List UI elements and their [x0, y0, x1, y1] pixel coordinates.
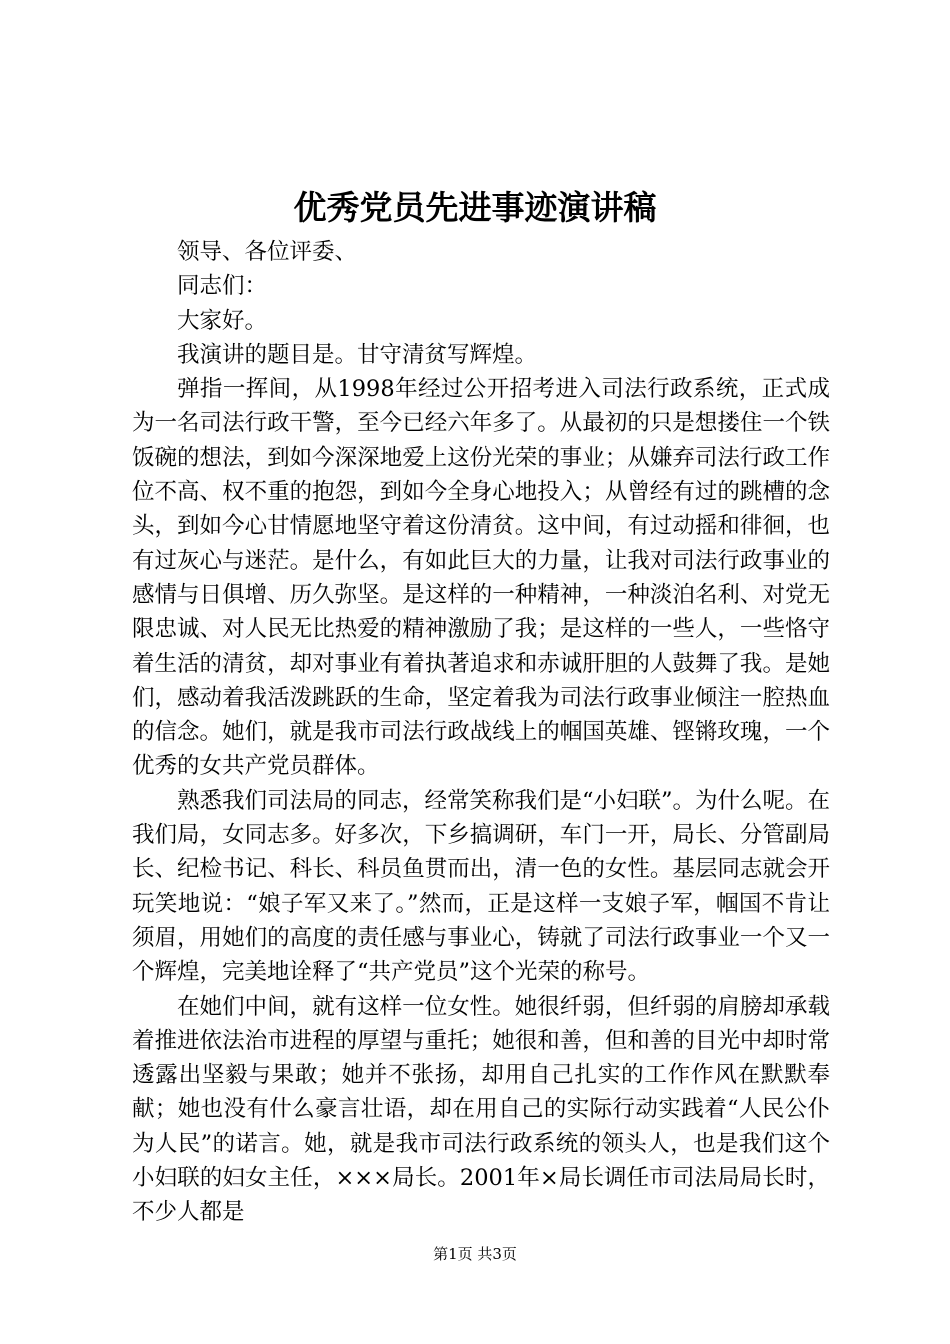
document-body: [132, 235, 830, 1230]
paragraph-topic: 我演讲的题目是。甘守清贫写辉煌。: [177, 341, 538, 368]
paragraph-body-2: 熟悉我们司法局的同志，经常笑称我们是“小妇联”。为什么呢。在我们局，女同志多。好多次，下乡搞调研，车门一开，局长、分管副局长、纪检书记、科长、科员鱼贯而出，清一色的女性。基层同志就会开玩笑地说：“娘子军又来了。”然而，正是这样一支娘子军，帼国不肯让须眉，用她们的高度的责任感与事业心，铸就了司法行政事业一个又一个辉煌，完美地诠释了“共产党员”这个光荣的称号。: [132, 787, 831, 986]
document-title: 优秀党员先进事迹演讲稿: [293, 188, 657, 227]
paragraph-salutation-2: 同志们：: [177, 273, 268, 300]
page-number-footer: 第1页 共3页: [433, 1245, 517, 1263]
paragraph-greeting: 大家好。: [177, 307, 268, 334]
paragraph-body-3: 在她们中间，就有这样一位女性。她很纤弱，但纤弱的肩膀却承载着推进依法治市进程的厚望与重托；她很和善，但和善的目光中却时常透露出坚毅与果敢；她并不张扬，却用自己扎实的工作作风在默默奉献；她也没有什么豪言壮语，却在用自己的实际行动实践着“人民公仆为人民”的诺言。她，就是我市司法行政系统的领头人，也是我们这个小妇联的妇女主任，×××局长。2001年×局长调任市司法局局长时，不少人都是: [132, 993, 830, 1226]
paragraph-salutation-1: 领导、各位评委、: [177, 239, 358, 265]
paragraph-body-1: 弹指一挥间，从1998年经过公开招考进入司法行政系统，正式成为一名司法行政干警，至今已经六年多了。从最初的只是想搂住一个铁饭碗的想法，到如今深深地爱上这份光荣的事业；从嫌弃司法行政工作位不高、权不重的抱怨，到如今全身心地投入；从曾经有过的跳槽的念头，到如今心甘情愿地坚守着这份清贫。这中间，有过动摇和徘徊，也有过灰心与迷茫。是什么，有如此巨大的力量，让我对司法行政事业的感情与日俱增、历久弥坚。是这样的一种精神，一种淡泊名利、对党无限忠诚、对人民无比热爱的精神激励了我；是这样的一些人，一些恪守着生活的清贫，却对事业有着执著追求和赤诚肝胆的人鼓舞了我。是她们，感动着我活泼跳跃的生命，坚定着我为司法行政事业倾注一腔热血的信念。她们，就是我市司法行政战线上的帼国英雄、铿锵玫瑰，一个优秀的女共产党员群体。: [132, 376, 830, 780]
